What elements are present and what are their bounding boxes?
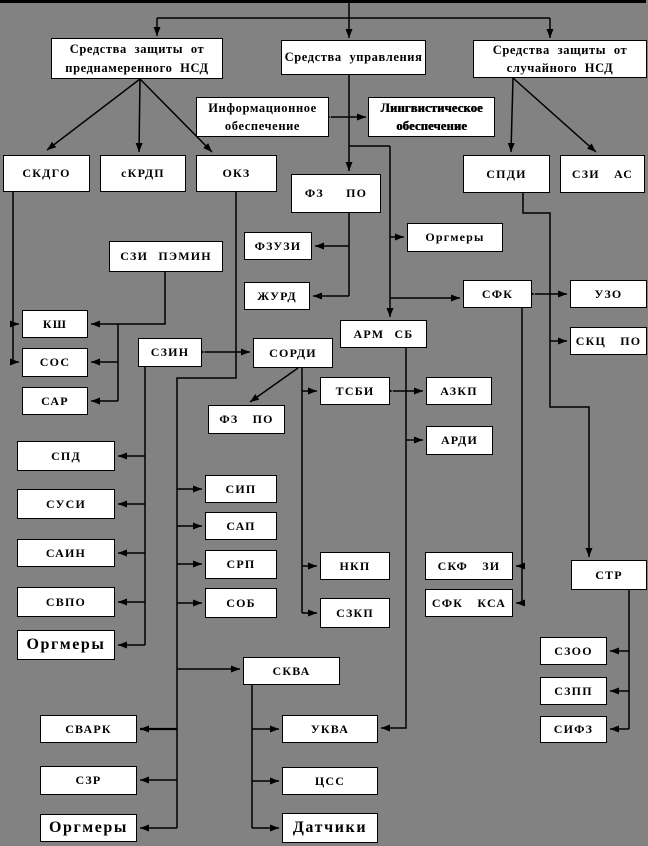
node-fz-po-2: ФЗ ПО bbox=[208, 405, 285, 434]
node-svark: СВАРК bbox=[40, 715, 137, 743]
node-sifz: СИФЗ bbox=[540, 716, 607, 743]
node-ardi: АРДИ bbox=[426, 426, 493, 455]
node-arm-sb: АРМ СБ bbox=[340, 320, 427, 348]
node-szkp: СЗКП bbox=[320, 598, 390, 628]
node-tsbi: ТСБИ bbox=[320, 377, 390, 405]
node-sfk-ksa: СФК КСА bbox=[425, 589, 513, 617]
node-szpp: СЗПП bbox=[540, 677, 607, 705]
node-skf-zi: СКФ ЗИ bbox=[425, 552, 513, 580]
node-orgmery-2: Оргмеры bbox=[40, 814, 137, 842]
node-ksh: КШ bbox=[22, 310, 88, 338]
node-tsss: ЦСС bbox=[282, 767, 378, 795]
node-uzo: УЗО bbox=[570, 280, 647, 308]
node-sar: САР bbox=[22, 387, 88, 415]
node-nkp: НКП bbox=[320, 552, 390, 580]
node-sob: СОБ bbox=[205, 588, 277, 618]
node-susi: СУСИ bbox=[17, 489, 115, 519]
node-sip: СИП bbox=[205, 475, 277, 503]
node-sain: САИН bbox=[17, 539, 115, 567]
node-orgmery-1: Оргмеры bbox=[17, 630, 115, 660]
node-spd: СПД bbox=[17, 441, 115, 471]
node-ukva: УКВА bbox=[282, 715, 378, 743]
node-szi-as: СЗИ АС bbox=[560, 155, 645, 193]
node-str: СТР bbox=[571, 560, 647, 590]
node-orgmery-top: Оргмеры bbox=[407, 223, 503, 252]
node-skts-po: СКЦ ПО bbox=[570, 327, 647, 355]
node-zhurd: ЖУРД bbox=[244, 282, 310, 310]
node-sredstva-zashchity-sluchaynogo-nsd: Средства защиты от случайного НСД bbox=[473, 40, 647, 78]
node-skdgo: СКДГО bbox=[3, 155, 90, 192]
node-sfk: СФК bbox=[463, 280, 532, 308]
node-okz: ОКЗ bbox=[196, 155, 277, 192]
node-fzuzi: ФЗУЗИ bbox=[244, 232, 312, 260]
node-informatsionnoe-obespechenie: Информационное обеспечение bbox=[196, 97, 329, 137]
node-szoo: СЗОО bbox=[540, 637, 607, 665]
node-sordi: СОРДИ bbox=[253, 338, 333, 368]
node-szin: СЗИН bbox=[138, 338, 202, 367]
node-sap: САП bbox=[205, 512, 277, 540]
node-svpo: СВПО bbox=[17, 587, 115, 617]
node-sredstva-zashchity-prednamerennogo-nsd: Средства защиты от преднамеренного НСД bbox=[51, 38, 223, 79]
node-sos: СОС bbox=[22, 348, 88, 377]
node-skva: СКВА bbox=[243, 657, 340, 685]
node-fz-po: ФЗ ПО bbox=[291, 174, 381, 213]
node-skrdp: сКРДП bbox=[100, 155, 186, 192]
node-sredstva-upravleniya: Средства управления bbox=[281, 40, 426, 75]
node-datchiki: Датчики bbox=[282, 813, 378, 843]
node-azkp: АЗКП bbox=[426, 377, 492, 405]
node-lingvisticheskoe-obespechenie: Лингвистическое обеспечение bbox=[368, 97, 495, 137]
node-szi-pemin: СЗИ ПЭМИН bbox=[109, 241, 223, 272]
node-szr: СЗР bbox=[40, 766, 137, 795]
node-spdi: СПДИ bbox=[463, 155, 550, 193]
node-srp: СРП bbox=[205, 550, 277, 579]
